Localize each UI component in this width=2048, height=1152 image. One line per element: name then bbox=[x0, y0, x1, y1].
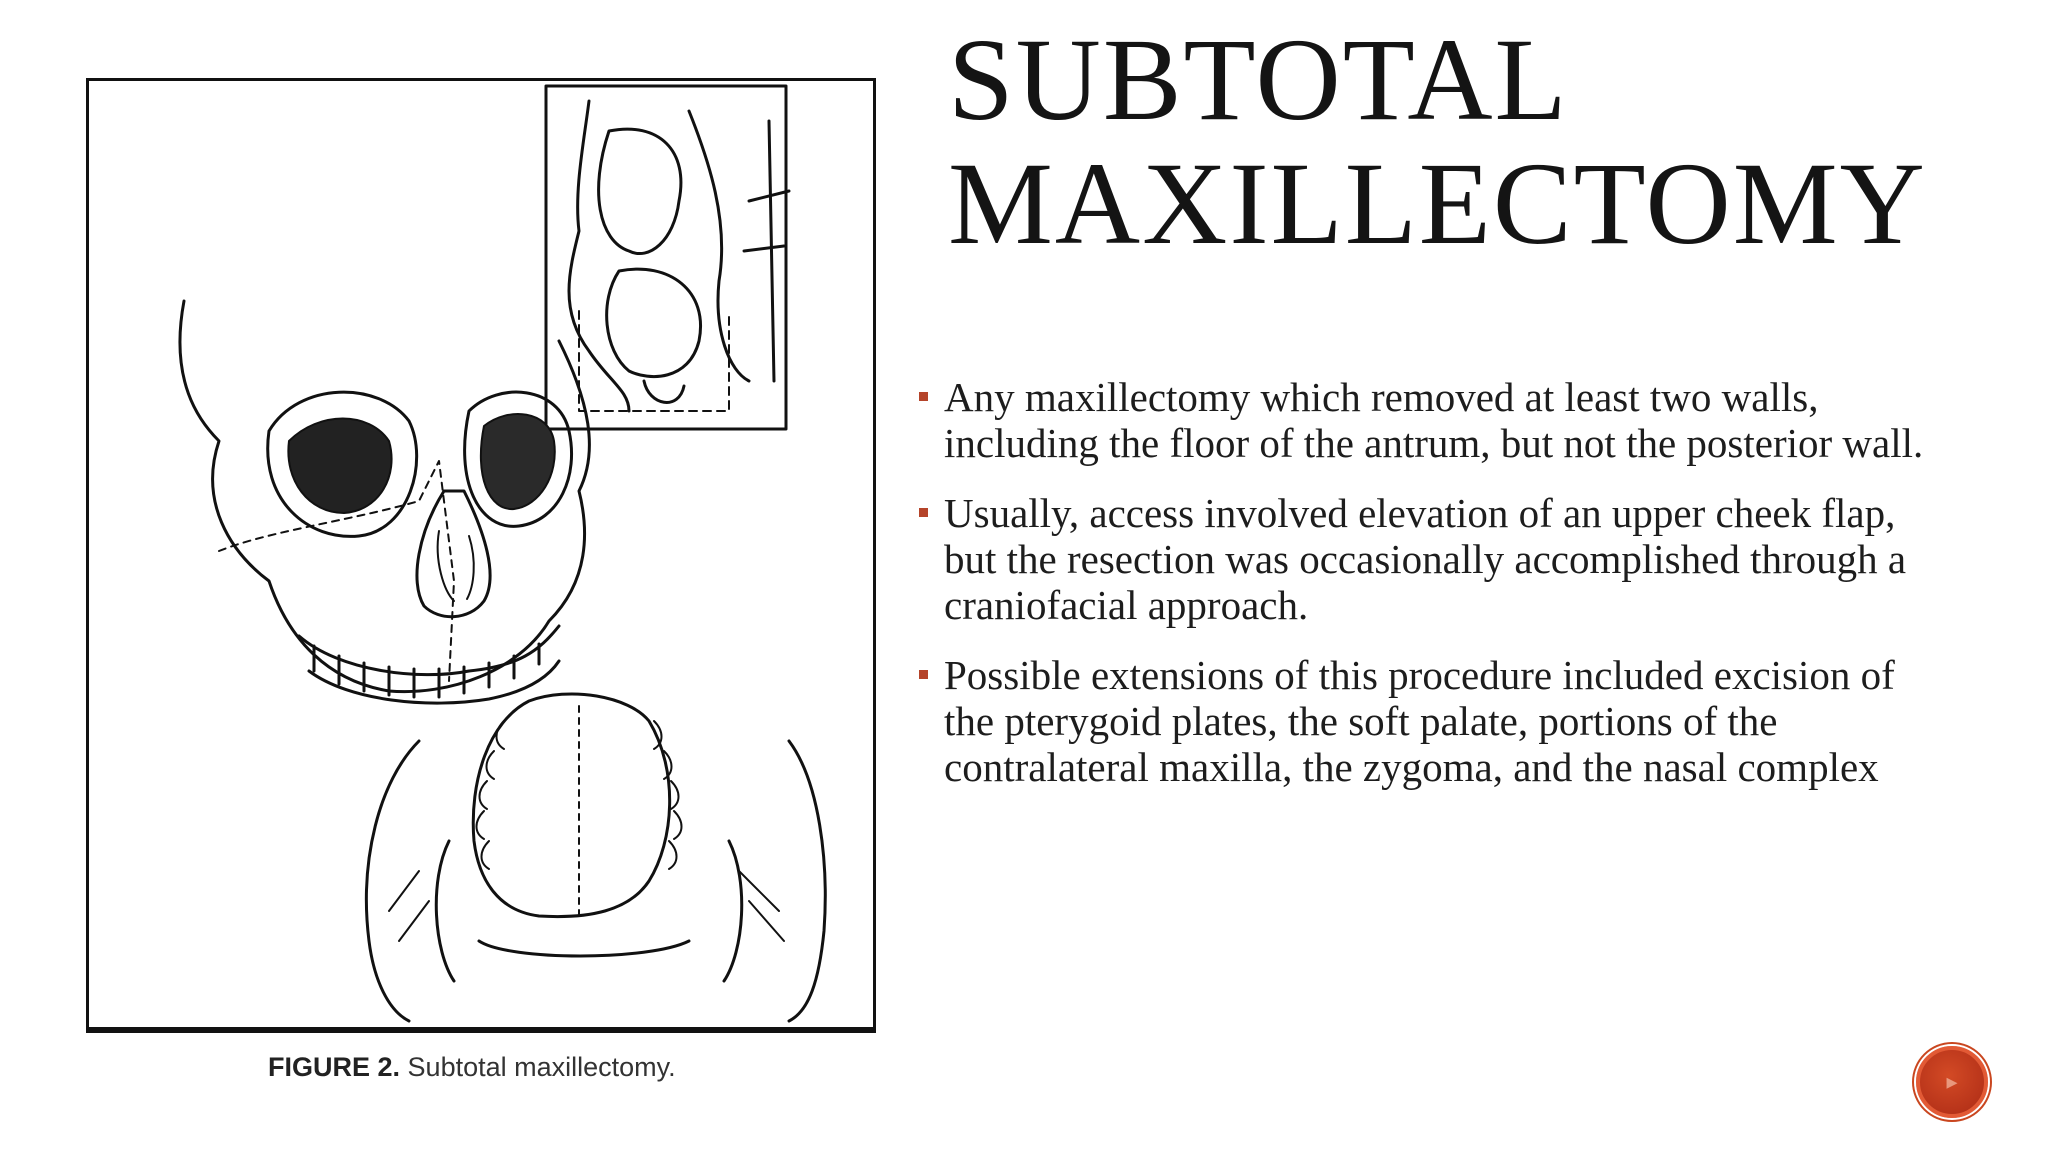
bullet-item bbox=[944, 374, 1944, 466]
figure-image bbox=[86, 78, 876, 1033]
square-bullet-icon bbox=[919, 392, 928, 401]
square-bullet-icon bbox=[919, 670, 928, 679]
figure-caption-label: FIGURE 2. bbox=[268, 1052, 401, 1082]
bullet-list bbox=[944, 374, 1944, 814]
figure-caption-text: Subtotal maxillectomy. bbox=[407, 1052, 676, 1082]
bullet-item bbox=[944, 490, 1944, 628]
skull-illustration bbox=[89, 81, 873, 1027]
bullet-text: Any maxillectomy which removed at least two walls, including the floor of the antrum, but not the posterior wall. bbox=[944, 374, 1924, 466]
figure-panel bbox=[0, 0, 940, 1152]
slide-title: SUBTOTAL MAXILLECTOMY bbox=[948, 14, 1927, 269]
bullet-text: Usually, access involved elevation of an upper cheek flap, but the resection was occasionally accomplished through a craniofacial approach. bbox=[944, 490, 1907, 628]
next-slide-icon: ▸ bbox=[1946, 1069, 1958, 1095]
bullet-item bbox=[944, 652, 1944, 790]
bullet-text: Possible extensions of this procedure included excision of the pterygoid plates, the soft palate, portions of the contralateral maxilla, the zygoma, and the nasal complex bbox=[944, 652, 1895, 790]
figure-caption bbox=[268, 1052, 676, 1083]
next-slide-button[interactable] bbox=[1916, 1046, 1988, 1118]
square-bullet-icon bbox=[919, 508, 928, 517]
